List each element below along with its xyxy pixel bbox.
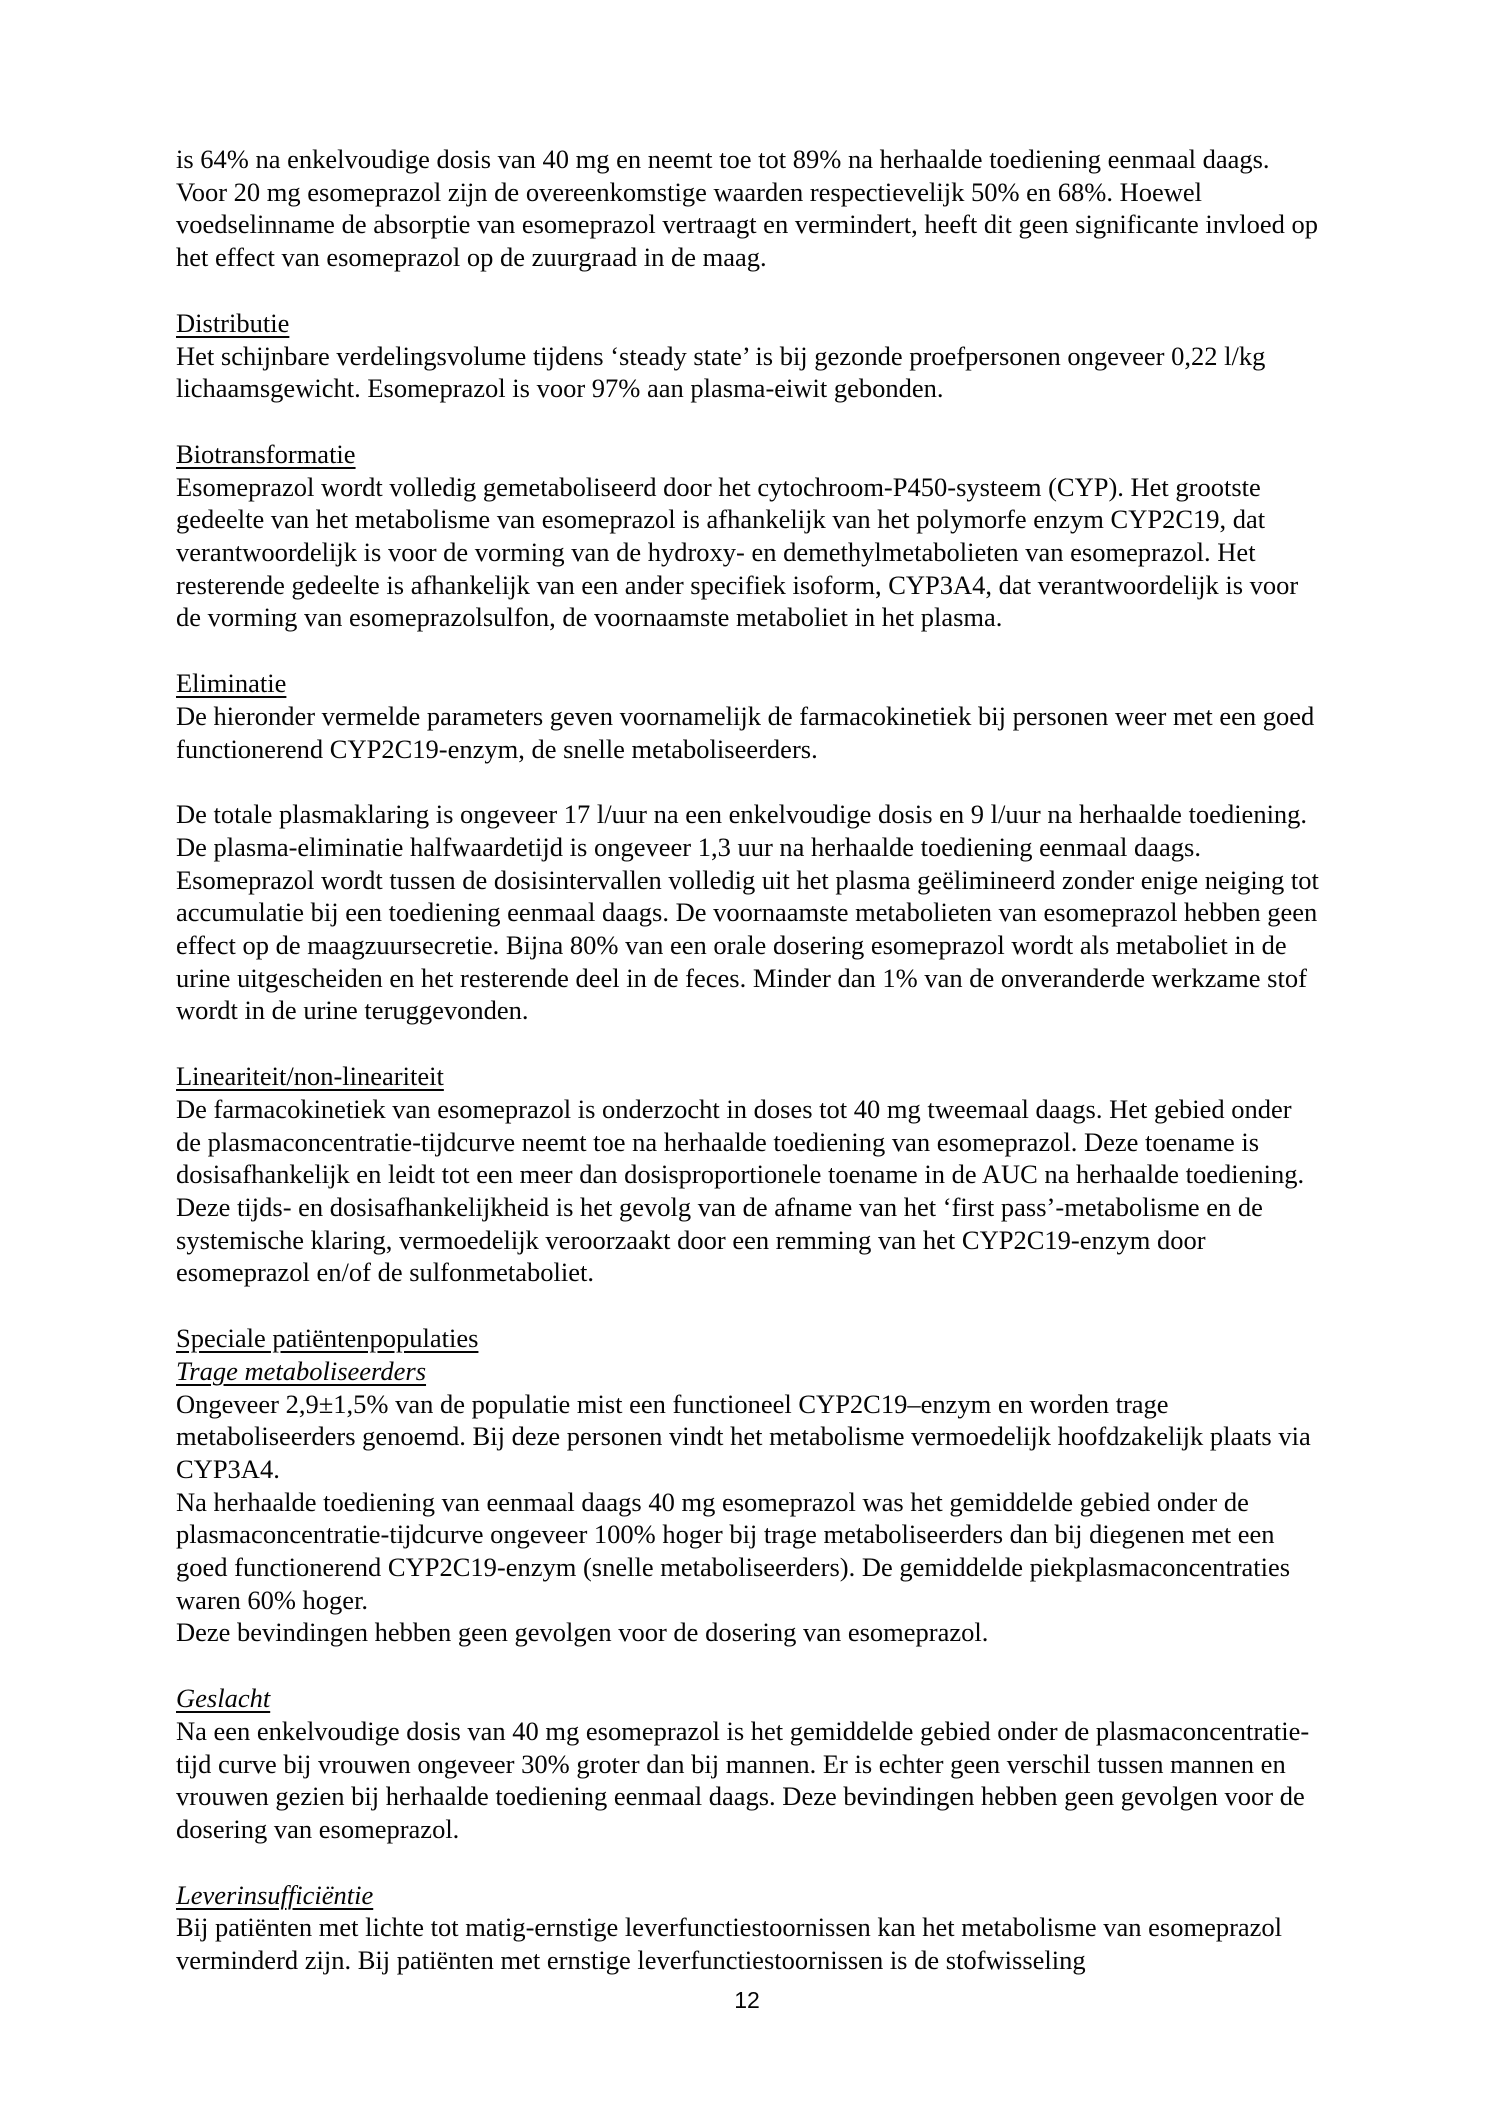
paragraph-trage-metaboliseerders-3: Deze bevindingen hebben geen gevolgen voor de dosering van esomeprazol. [176, 1617, 989, 1648]
paragraph-trage-metaboliseerders-2: Na herhaalde toediening van eenmaal daags 40 mg esomeprazol was het gemiddelde gebied onder de plasmaconcentratie-tijdcurve ongeveer 100% hoger bij trage metaboliseerders dan bij diegenen met een goed functionerend CYP2C19-enzym (snelle metaboliseerders). De gemiddelde piekplasmaconcentraties waren 60% hoger. [176, 1486, 1291, 1615]
paragraph-lineariteit: De farmacokinetiek van esomeprazol is onderzocht in doses tot 40 mg tweemaal daags. Het gebied onder de plasmaconcentratie-tijdcurve neemt toe na herhaalde toediening van esomeprazol. Deze toename is dosisafhankelijk en leidt tot een meer dan dosisproportionele toename in de AUC na herhaalde toediening. Deze tijds- en dosisafhankelijkheid is het gevolg van de afname van het ‘first pass’-metabolisme en de systemische klaring, vermoedelijk veroorzaakt door een remming van het CYP2C19-enzym door esomeprazol en/of de sulfonmetaboliet. [176, 1093, 1305, 1288]
paragraph-eliminatie-2: De totale plasmaklaring is ongeveer 17 l/uur na een enkelvoudige dosis en 9 l/uur na herhaalde toediening. De plasma-eliminatie halfwaardetijd is ongeveer 1,3 uur na herhaalde toediening eenmaal daags. Esomeprazol wordt tussen de dosisintervallen volledig uit het plasma geëlimineerd zonder enige neiging tot accumulatie bij een toediening eenmaal daags. De voornaamste metabolieten van esomeprazol hebben geen effect op de maagzuursecretie. Bijna 80% van een orale dosering esomeprazol wordt als metaboliet in de urine uitgescheiden en het resterende deel in de feces. Minder dan 1% van de onveranderde werkzame stof wordt in de urine teruggevonden. [176, 799, 1319, 1026]
section-heading-speciale-patientenpopulaties: Speciale patiëntenpopulaties [176, 1323, 479, 1354]
subsection-heading-trage-metaboliseerders: Trage metaboliseerders [176, 1355, 427, 1386]
paragraph-distributie: Het schijnbare verdelingsvolume tijdens ‘steady state’ is bij gezonde proefpersonen ongeveer 0,22 l/kg lichaamsgewicht. Esomeprazol is voor 97% aan plasma-eiwit gebonden. [176, 340, 1266, 404]
paragraph-biotransformatie: Esomeprazol wordt volledig gemetaboliseerd door het cytochroom-P450-systeem (CYP). Het grootste gedeelte van het metabolisme van esomeprazol is afhankelijk van het polymorfe enzym CYP2C19, dat verantwoordelijk is voor de vorming van de hydroxy- en demethylmetabolieten van esomeprazol. Het resterende gedeelte is afhankelijk van een ander specifiek isoform, CYP3A4, dat verantwoordelijk is voor de vorming van esomeprazolsulfon, de voornaamste metaboliet in het plasma. [176, 471, 1299, 633]
paragraph-geslacht: Na een enkelvoudige dosis van 40 mg esomeprazol is het gemiddelde gebied onder de plasmaconcentratie-tijd curve bij vrouwen ongeveer 30% groter dan bij mannen. Er is echter geen verschil tussen mannen en vrouwen gezien bij herhaalde toediening eenmaal daags. Deze bevindingen hebben geen gevolgen voor de dosering van esomeprazol. [176, 1715, 1310, 1844]
section-heading-eliminatie: Eliminatie [176, 668, 287, 699]
document-body [176, 143, 1321, 1977]
page-number: 12 [734, 1987, 760, 2013]
subsection-heading-geslacht: Geslacht [176, 1683, 271, 1714]
paragraph-bioavailability: is 64% na enkelvoudige dosis van 40 mg en neemt toe tot 89% na herhaalde toediening eenmaal daags. Voor 20 mg esomeprazol zijn de overeenkomstige waarden respectievelijk 50% en 68%. Hoewel voedselinname de absorptie van esomeprazol vertraagt en vermindert, heeft dit geen significante invloed op het effect van esomeprazol op de zuurgraad in de maag. [176, 144, 1319, 273]
section-heading-lineariteit: Lineariteit/non-lineariteit [176, 1061, 444, 1092]
paragraph-leverinsufficientie: Bij patiënten met lichte tot matig-ernstige leverfunctiestoornissen kan het metabolisme van esomeprazol verminderd zijn. Bij patiënten met ernstige leverfunctiestoornissen is de stofwisseling [176, 1912, 1283, 1976]
paragraph-trage-metaboliseerders-1: Ongeveer 2,9±1,5% van de populatie mist een functioneel CYP2C19–enzym en worden trage metaboliseerders genoemd. Bij deze personen vindt het metabolisme vermoedelijk hoofdzakelijk plaats via CYP3A4. [176, 1388, 1311, 1484]
paragraph-eliminatie-1: De hieronder vermelde parameters geven voornamelijk de farmacokinetiek bij personen weer met een goed functionerend CYP2C19-enzym, de snelle metaboliseerders. [176, 700, 1315, 764]
section-heading-biotransformatie: Biotransformatie [176, 438, 356, 469]
subsection-heading-leverinsufficientie: Leverinsufficiëntie [176, 1879, 374, 1910]
section-heading-distributie: Distributie [176, 307, 290, 338]
